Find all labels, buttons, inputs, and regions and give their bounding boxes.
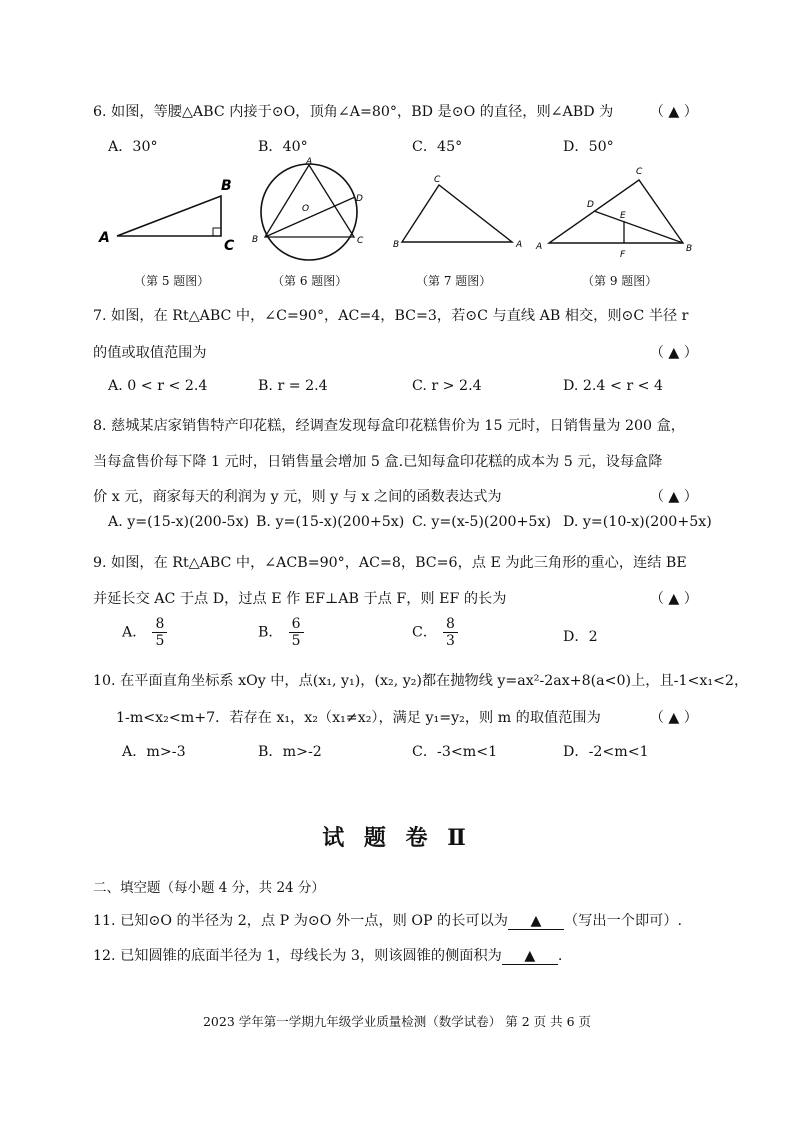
- q9-option-d: D．2: [563, 629, 598, 645]
- fig6-label-a: A: [306, 157, 313, 167]
- figure-5-diagram: [95, 170, 245, 252]
- fig9-label-c: C: [636, 167, 643, 177]
- figure-6-caption: （第 6 题图）: [272, 274, 348, 288]
- q8-option-d: D. y=(10-x)(200+5x): [563, 514, 712, 530]
- fig9-label-a: A: [536, 242, 543, 252]
- q8-stem-line1: 8. 慈城某店家销售特产印花糕，经调查发现每盒印花糕售价为 15 元时，日销售量为 200 盒，: [93, 418, 685, 434]
- q12-answer-blank: ▲: [502, 948, 558, 965]
- figure-9-diagram: [532, 163, 707, 263]
- q7-option-d: D. 2.4 < r < 4: [563, 378, 664, 394]
- q6-option-b: B．40°: [258, 139, 308, 155]
- q10-option-a: A．m>-3: [122, 744, 186, 760]
- fig9-label-b: B: [686, 244, 693, 254]
- fig6-label-o: O: [302, 204, 310, 214]
- q10-option-c: C．-3<m<1: [412, 744, 498, 760]
- fig6-label-c: C: [357, 236, 364, 246]
- figure-5-caption: （第 5 题图）: [134, 274, 210, 288]
- q8-answer-mark: （ ▲ ）: [649, 489, 698, 505]
- q10-answer-mark: （ ▲ ）: [649, 710, 698, 726]
- q6-option-c: C．45°: [412, 139, 463, 155]
- q6-option-d: D．50°: [563, 139, 614, 155]
- q9-option-a: [122, 616, 167, 649]
- q12-end: .: [557, 948, 563, 964]
- q7-option-a: A. 0 < r < 2.4: [108, 378, 208, 394]
- fig9-label-f: F: [620, 250, 626, 260]
- q10-stem-line2: 1-m<x₂<m+7．若存在 x₁，x₂（x₁≠x₂），满足 y₁=y₂，则 m 的取值范围为: [116, 710, 601, 726]
- q8-option-a: A. y=(15-x)(200-5x): [108, 514, 250, 530]
- fig9-label-d: D: [587, 200, 594, 210]
- q9-stem-line2: 并延长交 AC 于点 D，过点 E 作 EF⊥AB 于点 F，则 EF 的长为: [93, 591, 507, 607]
- q9-option-b: [258, 616, 304, 649]
- q9-answer-mark: （ ▲ ）: [649, 591, 698, 607]
- q9-option-c: [412, 616, 458, 649]
- q12: [93, 945, 562, 965]
- q11-answer-blank: ▲: [508, 913, 564, 930]
- q9-option-b-fraction: $\frac{6}{5}$: [289, 616, 304, 649]
- q7-answer-mark: （ ▲ ）: [649, 345, 698, 361]
- figure-7-diagram: [392, 170, 532, 252]
- q12-text: 12. 已知圆锥的底面半径为 1，母线长为 3，则该圆锥的侧面积为: [93, 948, 502, 964]
- q9-option-a-fraction: $\frac{8}{5}$: [152, 616, 167, 649]
- q9-option-c-fraction: $\frac{8}{3}$: [443, 616, 458, 649]
- q6-option-a: A．30°: [108, 139, 158, 155]
- fig5-label-a: A: [99, 230, 110, 246]
- fig7-label-b: B: [393, 240, 400, 250]
- q9-option-c-letter: C．: [412, 624, 438, 641]
- q11-note: （写出一个即可）.: [564, 913, 683, 929]
- q8-stem-line2: 当每盒售价每下降 1 元时，日销售量会增加 5 盒.已知每盒印花糕的成本为 5 元，设每盒降: [93, 454, 663, 470]
- fig7-label-a: A: [516, 240, 523, 250]
- page-footer: 2023 学年第一学期九年级学业质量检测（数学试卷） 第 2 页 共 6 页: [202, 1014, 592, 1029]
- q7-option-c: C. r > 2.4: [412, 378, 482, 394]
- fig9-label-e: E: [620, 211, 626, 221]
- section-title: 试 题 卷 Ⅱ: [322, 825, 472, 851]
- part2-heading: 二、填空题（每小题 4 分，共 24 分）: [93, 880, 325, 896]
- fig6-label-d: D: [356, 194, 363, 204]
- q9-option-b-letter: B．: [258, 624, 283, 641]
- q10-stem-line1: 10. 在平面直角坐标系 xOy 中，点(x₁, y₁)，(x₂, y₂)都在抛物线 y=ax²-2ax+8(a<0)上，且-1<x₁<2，: [93, 673, 749, 689]
- figure-6-diagram: [248, 157, 378, 267]
- q8-option-b: B. y=(15-x)(200+5x): [256, 514, 405, 530]
- q7-stem-line2: 的值或取值范围为: [93, 345, 207, 361]
- q11-text: 11. 已知⊙O 的半径为 2，点 P 为⊙O 外一点，则 OP 的长可以为: [93, 913, 508, 929]
- fig7-label-c: C: [434, 175, 441, 185]
- fig5-label-b: B: [221, 178, 232, 194]
- q10-option-d: D．-2<m<1: [563, 744, 649, 760]
- fig6-label-b: B: [252, 235, 259, 245]
- q7-option-b: B. r = 2.4: [258, 378, 328, 394]
- q11: [93, 910, 682, 930]
- q8-option-c: C. y=(x-5)(200+5x): [412, 514, 551, 530]
- figure-7-caption: （第 7 题图）: [416, 274, 492, 288]
- q10-option-b: B．m>-2: [258, 744, 322, 760]
- q6-answer-mark: （ ▲ ）: [649, 104, 698, 120]
- q8-stem-line3: 价 x 元，商家每天的利润为 y 元，则 y 与 x 之间的函数表达式为: [93, 489, 502, 505]
- q7-stem-line1: 7. 如图，在 Rt△ABC 中，∠C=90°，AC=4，BC=3，若⊙C 与直线 AB 相交，则⊙C 半径 r: [93, 308, 689, 324]
- figure-9-caption: （第 9 题图）: [582, 274, 658, 288]
- fig5-label-c: C: [224, 238, 235, 252]
- q6-stem: 6. 如图，等腰△ABC 内接于⊙O，顶角∠A=80°，BD 是⊙O 的直径，则∠ABD 为: [93, 104, 614, 120]
- q9-stem-line1: 9. 如图，在 Rt△ABC 中，∠ACB=90°，AC=8，BC=6，点 E 为此三角形的重心，连结 BE: [93, 555, 687, 571]
- q9-option-a-letter: A．: [122, 624, 147, 641]
